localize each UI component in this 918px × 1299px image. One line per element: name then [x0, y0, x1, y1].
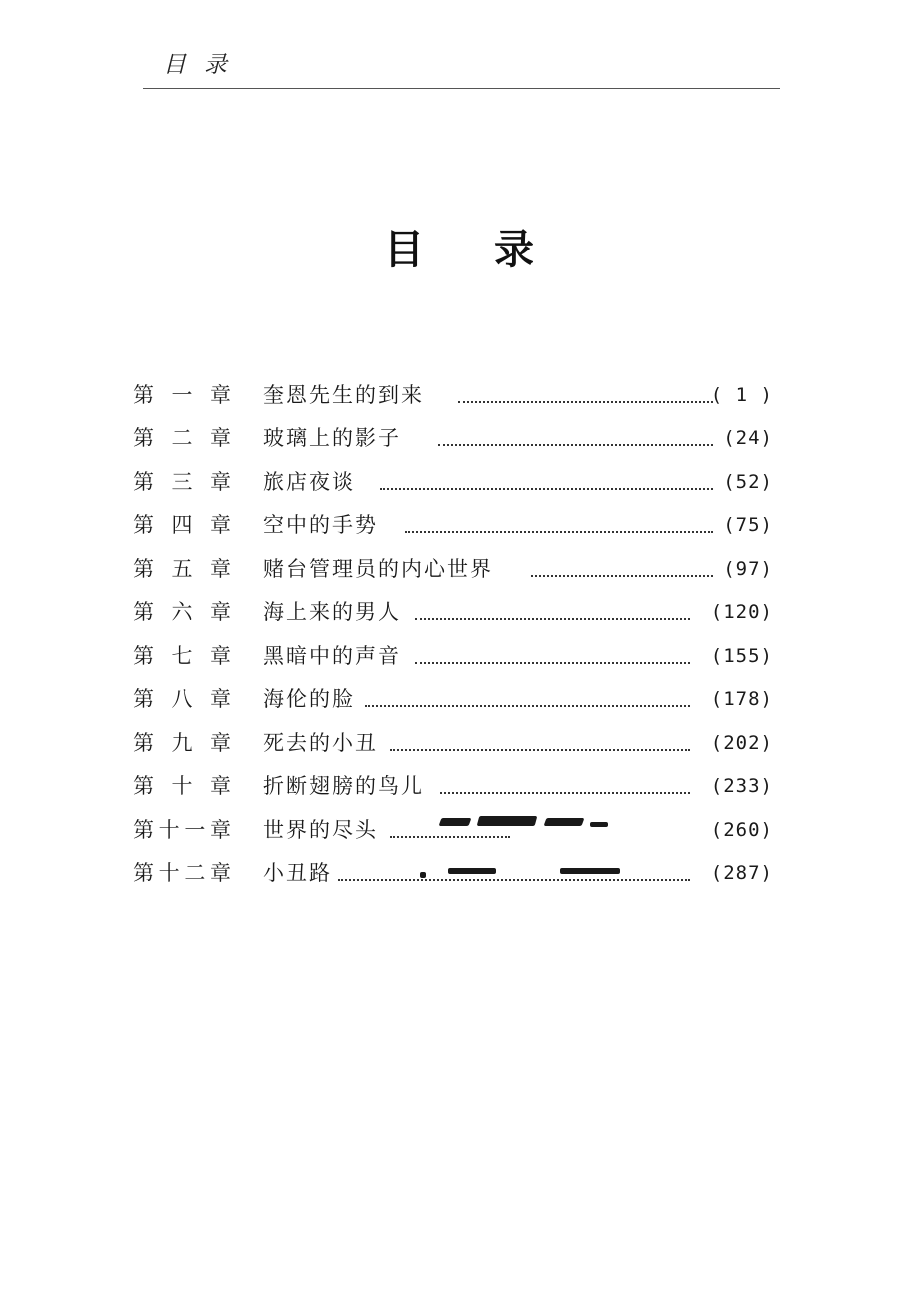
- scan-smudge: [560, 868, 620, 874]
- toc-chapter-number: 第四章: [133, 513, 233, 537]
- toc-dot-leader: [390, 719, 690, 751]
- scan-smudge: [590, 822, 608, 827]
- toc-dot-leader: [380, 458, 713, 490]
- toc-chapter-number: 第七章: [133, 644, 233, 668]
- toc-chapter-number: 第十一章: [133, 818, 233, 842]
- toc-chapter-title: 空中的手势: [263, 513, 378, 537]
- toc-chapter-title: 黑暗中的声音: [263, 644, 401, 668]
- toc-page-number: (75): [723, 514, 773, 536]
- toc-page-number: (52): [723, 471, 773, 493]
- toc-page-number: (178): [710, 688, 773, 710]
- toc-chapter-number: 第十二章: [133, 861, 233, 885]
- toc-entry: [133, 510, 773, 540]
- toc-entry: [133, 684, 773, 714]
- toc-entry: [133, 728, 773, 758]
- toc-chapter-title: 死去的小丑: [263, 731, 378, 755]
- toc-dot-leader: [438, 414, 713, 446]
- toc-chapter-title: 赌台管理员的内心世界: [263, 557, 493, 581]
- toc-page-number: (120): [710, 601, 773, 623]
- toc-chapter-number: 第五章: [133, 557, 233, 581]
- toc-page-number: (233): [710, 775, 773, 797]
- toc-page-number: (202): [710, 732, 773, 754]
- toc-chapter-title: 海伦的脸: [263, 687, 355, 711]
- header-rule: [143, 88, 780, 89]
- scan-smudge: [477, 816, 538, 826]
- toc-chapter-title: 折断翅膀的鸟儿: [263, 774, 424, 798]
- toc-page-number: (260): [710, 819, 773, 841]
- toc-dot-leader: [415, 588, 690, 620]
- toc-dot-leader: [440, 762, 690, 794]
- toc-chapter-number: 第三章: [133, 470, 233, 494]
- toc-chapter-number: 第一章: [133, 383, 233, 407]
- toc-chapter-number: 第十章: [133, 774, 233, 798]
- toc-chapter-title: 海上来的男人: [263, 600, 401, 624]
- toc-entry: [133, 554, 773, 584]
- toc-page-number: (155): [710, 645, 773, 667]
- running-header: 目录: [163, 52, 245, 78]
- toc-dot-leader: [405, 501, 713, 533]
- scan-smudge: [448, 868, 496, 874]
- toc-dot-leader: [415, 632, 690, 664]
- toc-dot-leader: [458, 371, 713, 403]
- scan-smudge: [544, 818, 585, 826]
- toc-entry: [133, 467, 773, 497]
- page-title: 目录: [384, 226, 604, 273]
- scan-smudge: [439, 818, 472, 826]
- toc-entry: [133, 597, 773, 627]
- toc-chapter-title: 旅店夜谈: [263, 470, 355, 494]
- toc-chapter-title: 世界的尽头: [263, 818, 378, 842]
- toc-entry: [133, 423, 773, 453]
- toc-page-number: (97): [723, 558, 773, 580]
- toc-page-number: (287): [710, 862, 773, 884]
- toc-dot-leader: [338, 849, 690, 881]
- toc-dot-leader: [531, 545, 713, 577]
- toc-chapter-number: 第二章: [133, 426, 233, 450]
- toc-dot-leader: [365, 675, 690, 707]
- toc-page-number: ( 1 ): [710, 384, 773, 406]
- toc-entry: [133, 771, 773, 801]
- toc-chapter-title: 小丑路: [263, 861, 332, 885]
- scan-smudge: [420, 872, 426, 878]
- toc-chapter-title: 奎恩先生的到来: [263, 383, 424, 407]
- toc-entry: [133, 380, 773, 410]
- toc-chapter-title: 玻璃上的影子: [263, 426, 401, 450]
- toc-entry: [133, 641, 773, 671]
- toc-chapter-number: 第八章: [133, 687, 233, 711]
- toc-chapter-number: 第九章: [133, 731, 233, 755]
- toc-chapter-number: 第六章: [133, 600, 233, 624]
- toc-page-number: (24): [723, 427, 773, 449]
